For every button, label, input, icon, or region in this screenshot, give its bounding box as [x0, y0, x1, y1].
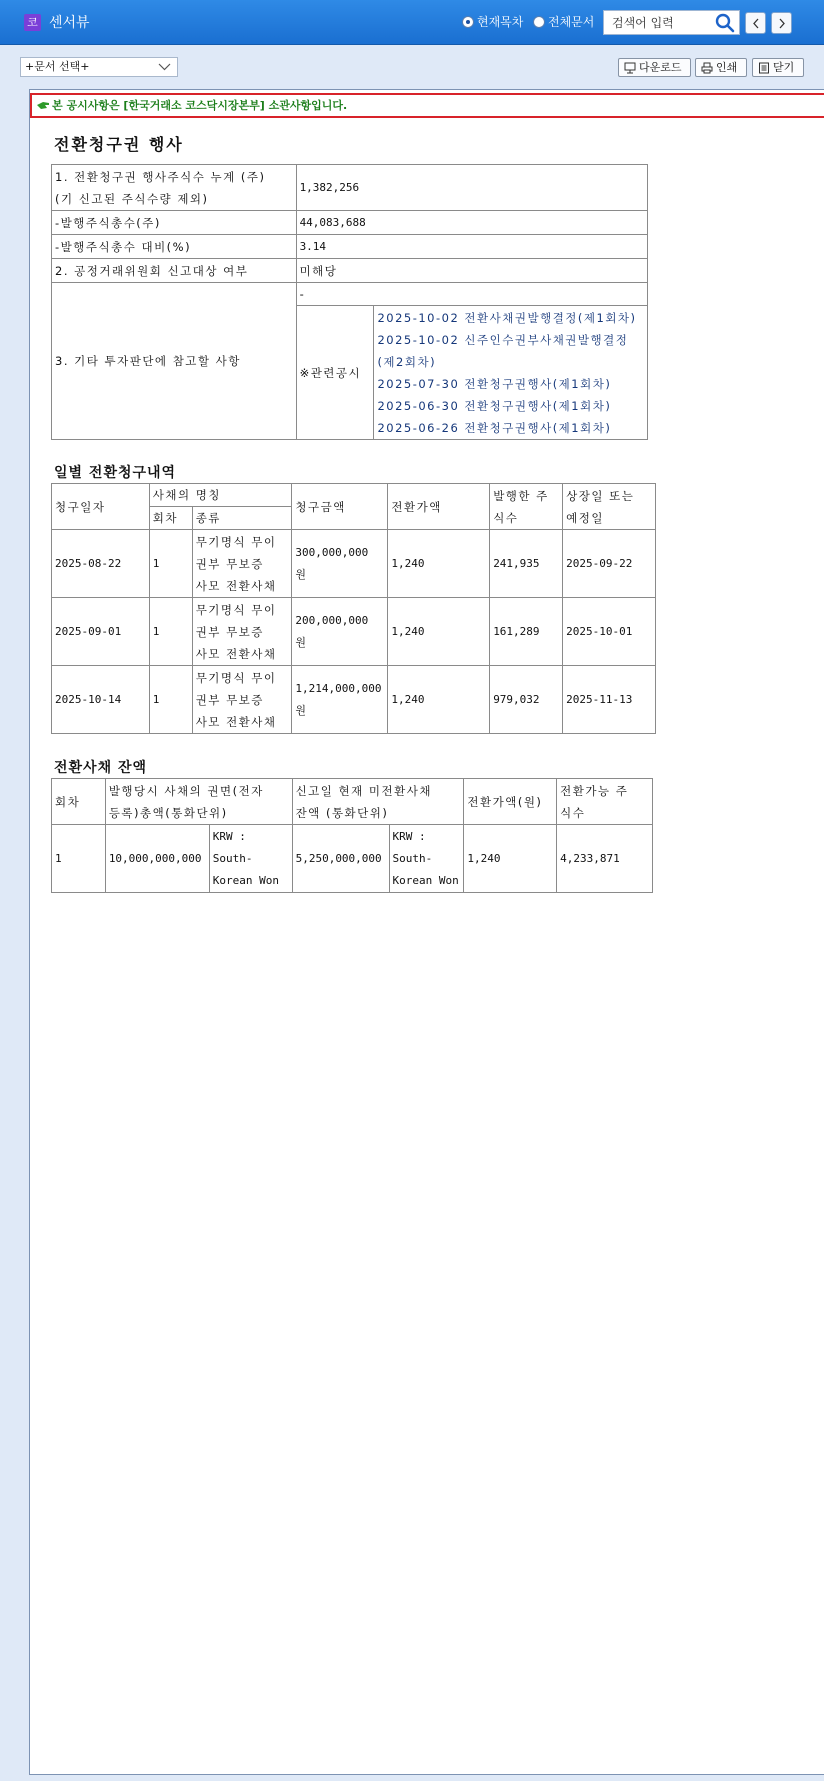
header-kind: 종류: [192, 507, 292, 530]
table-row: [52, 666, 656, 734]
related-link[interactable]: 2025-10-02 신주인수권부사채권발행결정: [377, 332, 629, 347]
chevron-down-icon: [158, 63, 171, 71]
ratio-label: -발행주식총수 대비(%): [52, 235, 297, 259]
app-title: 센서뷰: [49, 15, 90, 31]
related-link[interactable]: 2025-06-30 전환청구권행사(제1회차): [377, 398, 612, 413]
search-icon[interactable]: [715, 13, 735, 33]
cell-remain-currency: KRW : South- Korean Won: [389, 825, 464, 893]
monitor-icon: [624, 62, 636, 74]
total-shares-label: -발행주식총수(주): [52, 211, 297, 235]
header-bond-name: 사채의 명칭: [149, 484, 292, 507]
header-claim-date: 청구일자: [52, 484, 150, 530]
cell-kind: 무기명식 무이 권부 무보증 사모 전환사채: [192, 666, 292, 734]
header-face-total: 발행당시 사채의 권면(전자 등록)총액(통화단위): [105, 779, 292, 825]
header-conversion-price: 전환가액(원): [464, 779, 557, 825]
bond-balance-title: 전환사채 잔액: [54, 760, 148, 776]
ftc-report-value: 미해당: [296, 259, 647, 283]
daily-claims-table: [51, 483, 656, 734]
search-input[interactable]: [604, 11, 714, 34]
header-bar: [0, 0, 824, 45]
bond-balance-table: [51, 778, 653, 893]
related-link[interactable]: 2025-07-30 전환청구권행사(제1회차): [377, 376, 612, 391]
chevron-left-icon: [751, 18, 761, 29]
notice-text: 본 공시사항은 [한국거래소 코스닥시장본부] 소관사항입니다.: [52, 99, 348, 112]
related-link[interactable]: 2025-06-26 전환청구권행사(제1회차): [377, 420, 612, 435]
table-row: [52, 283, 648, 306]
pointing-hand-icon: [37, 101, 50, 110]
cell-claim-amount: 300,000,000 원: [292, 530, 388, 598]
print-button[interactable]: [695, 58, 747, 77]
prev-button[interactable]: [745, 12, 766, 34]
header-round: 회차: [52, 779, 106, 825]
conversion-summary-table: [51, 164, 648, 440]
related-link[interactable]: 2025-10-02 전환사채권발행결정(제1회차): [377, 310, 637, 325]
cell-face-value: 10,000,000,000: [105, 825, 209, 893]
cell-kind: 무기명식 무이 권부 무보증 사모 전환사채: [192, 530, 292, 598]
page-title: 전환청구권 행사: [54, 135, 184, 154]
cell-convertible-shares: 4,233,871: [557, 825, 653, 893]
related-disclosure-label: ※관련공시: [296, 306, 374, 440]
document-close-icon: [758, 62, 770, 74]
header-conversion-price: 전환가액: [388, 484, 490, 530]
table-row: [52, 235, 648, 259]
header-unconverted-balance: 신고일 현재 미전환사채 잔액 (통화단위): [292, 779, 464, 825]
cell-claim-amount: 200,000,000 원: [292, 598, 388, 666]
table-header-row: [52, 779, 653, 825]
cell-round: 1: [149, 598, 192, 666]
header-convertible-shares: 전환가능 주 식수: [557, 779, 653, 825]
cell-round: 1: [52, 825, 106, 893]
notice-banner: [30, 93, 824, 118]
cell-listing-date: 2025-11-13: [563, 666, 656, 734]
print-label: 인쇄: [716, 61, 738, 74]
table-row: [52, 259, 648, 283]
close-label: 닫기: [773, 61, 795, 74]
cell-kind: 무기명식 무이 권부 무보증 사모 전환사채: [192, 598, 292, 666]
related-link[interactable]: (제2회차): [377, 354, 437, 369]
printer-icon: [701, 62, 713, 74]
total-shares-value: 44,083,688: [296, 211, 647, 235]
search-box: [603, 10, 740, 35]
table-row: [52, 598, 656, 666]
cell-listing-date: 2025-10-01: [563, 598, 656, 666]
download-label: 다운로드: [639, 61, 682, 74]
cell-round: 1: [149, 666, 192, 734]
app-logo-icon: 코: [24, 14, 41, 31]
cell-face-currency: KRW : South- Korean Won: [209, 825, 292, 893]
radio-selected-icon[interactable]: [462, 16, 474, 28]
document-select[interactable]: [20, 57, 178, 77]
ftc-report-label: 2. 공정거래위원회 신고대상 여부: [52, 259, 297, 283]
related-disclosure-list: [374, 306, 648, 440]
cell-remain-value: 5,250,000,000: [292, 825, 389, 893]
daily-claims-title: 일별 전환청구내역: [54, 465, 177, 481]
cell-claim-date: 2025-09-01: [52, 598, 150, 666]
cell-round: 1: [149, 530, 192, 598]
table-row: [52, 165, 648, 211]
other-reference-label: 3. 기타 투자판단에 참고할 사항: [52, 283, 297, 440]
cell-claim-date: 2025-08-22: [52, 530, 150, 598]
cell-claim-amount: 1,214,000,000 원: [292, 666, 388, 734]
radio-unselected-icon[interactable]: [533, 16, 545, 28]
document-select-label: +문서 선택+: [25, 60, 90, 73]
download-button[interactable]: [618, 58, 691, 77]
cell-conversion-price: 1,240: [464, 825, 557, 893]
header-listing-date: 상장일 또는 예정일: [563, 484, 656, 530]
radio-current-toc[interactable]: [462, 13, 523, 30]
cell-issued-shares: 161,289: [490, 598, 563, 666]
cumulative-shares-label: 1. 전환청구권 행사주식수 누계 (주) (기 신고된 주식수량 제외): [52, 165, 297, 211]
table-row: [52, 211, 648, 235]
radio-all-docs[interactable]: [533, 13, 594, 30]
cell-conversion-price: 1,240: [388, 530, 490, 598]
cumulative-shares-value: 1,382,256: [296, 165, 647, 211]
radio-current-label: 현재목차: [477, 15, 524, 29]
table-row: [52, 530, 656, 598]
cell-listing-date: 2025-09-22: [563, 530, 656, 598]
table-row: [52, 825, 653, 893]
cell-issued-shares: 241,935: [490, 530, 563, 598]
cell-conversion-price: 1,240: [388, 666, 490, 734]
header-round: 회차: [149, 507, 192, 530]
other-reference-value: -: [296, 283, 647, 306]
close-button[interactable]: [752, 58, 804, 77]
cell-conversion-price: 1,240: [388, 598, 490, 666]
radio-all-label: 전체문서: [548, 15, 595, 29]
cell-issued-shares: 979,032: [490, 666, 563, 734]
chevron-right-icon: [777, 18, 787, 29]
cell-claim-date: 2025-10-14: [52, 666, 150, 734]
header-claim-amount: 청구금액: [292, 484, 388, 530]
table-header-row: [52, 484, 656, 507]
header-issued-shares: 발행한 주 식수: [490, 484, 563, 530]
ratio-value: 3.14: [296, 235, 647, 259]
next-button[interactable]: [771, 12, 792, 34]
